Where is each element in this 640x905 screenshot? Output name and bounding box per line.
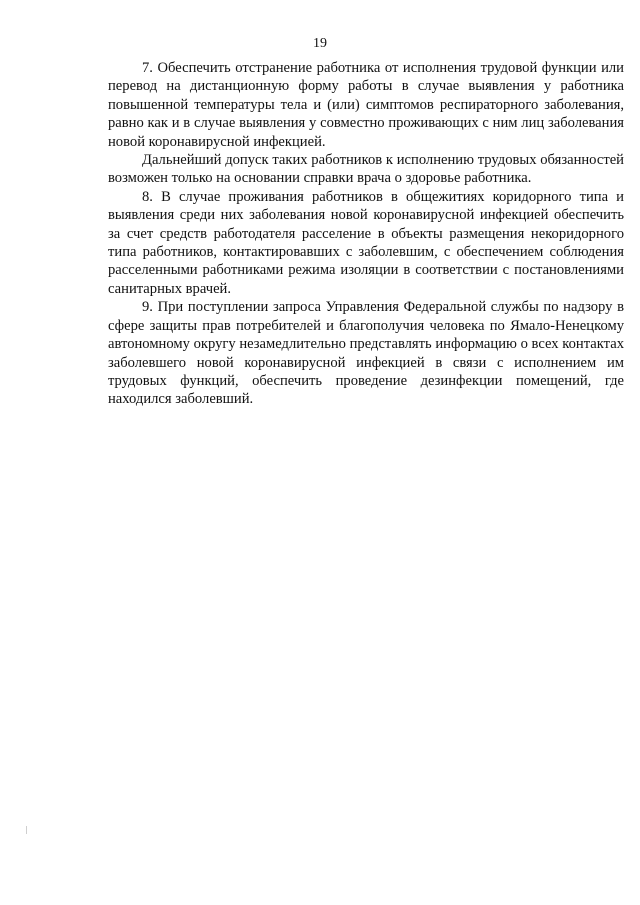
paragraph-further-admission: Дальнейший допуск таких работников к исполнению трудовых обязанностей возможен только на основании справки врача о здоровье работника. [108, 152, 624, 187]
scan-margin-mark [26, 826, 27, 834]
paragraph-item-9: 9. При поступлении запроса Управления Федеральной службы по надзору в сфере защиты прав потребителей и благополучия человека по Ямало-Ненецкому автономному округу незамедлительно представлять информацию о всех контактах заболевшего новой коронавирусной инфекцией в связи с исполнением им трудовых функций, обеспечить проведение дезинфекции помещений, где находился заболевший. [108, 299, 624, 408]
page-number: 19 [313, 36, 327, 51]
paragraph-item-7: 7. Обеспечить отстранение работника от исполнения трудовой функции или перевод на дистанционную форму работы в случае выявления у работника повышенной температуры тела и (или) симптомов респираторного заболевания, равно как и в случае выявления у совместно проживающих с ним лиц заболевания новой коронавирусной инфекцией. [108, 60, 624, 150]
document-body [108, 59, 624, 409]
paragraph-item-8: 8. В случае проживания работников в общежитиях коридорного типа и выявления среди них заболевания новой коронавирусной инфекцией обеспечить за счет средств работодателя расселение в объекты размещения некоридорного типа работников, контактировавших с заболевшим, с обеспечением соблюдения расселенными работниками режима изоляции в соответствии с постановлениями санитарных врачей. [108, 188, 624, 297]
